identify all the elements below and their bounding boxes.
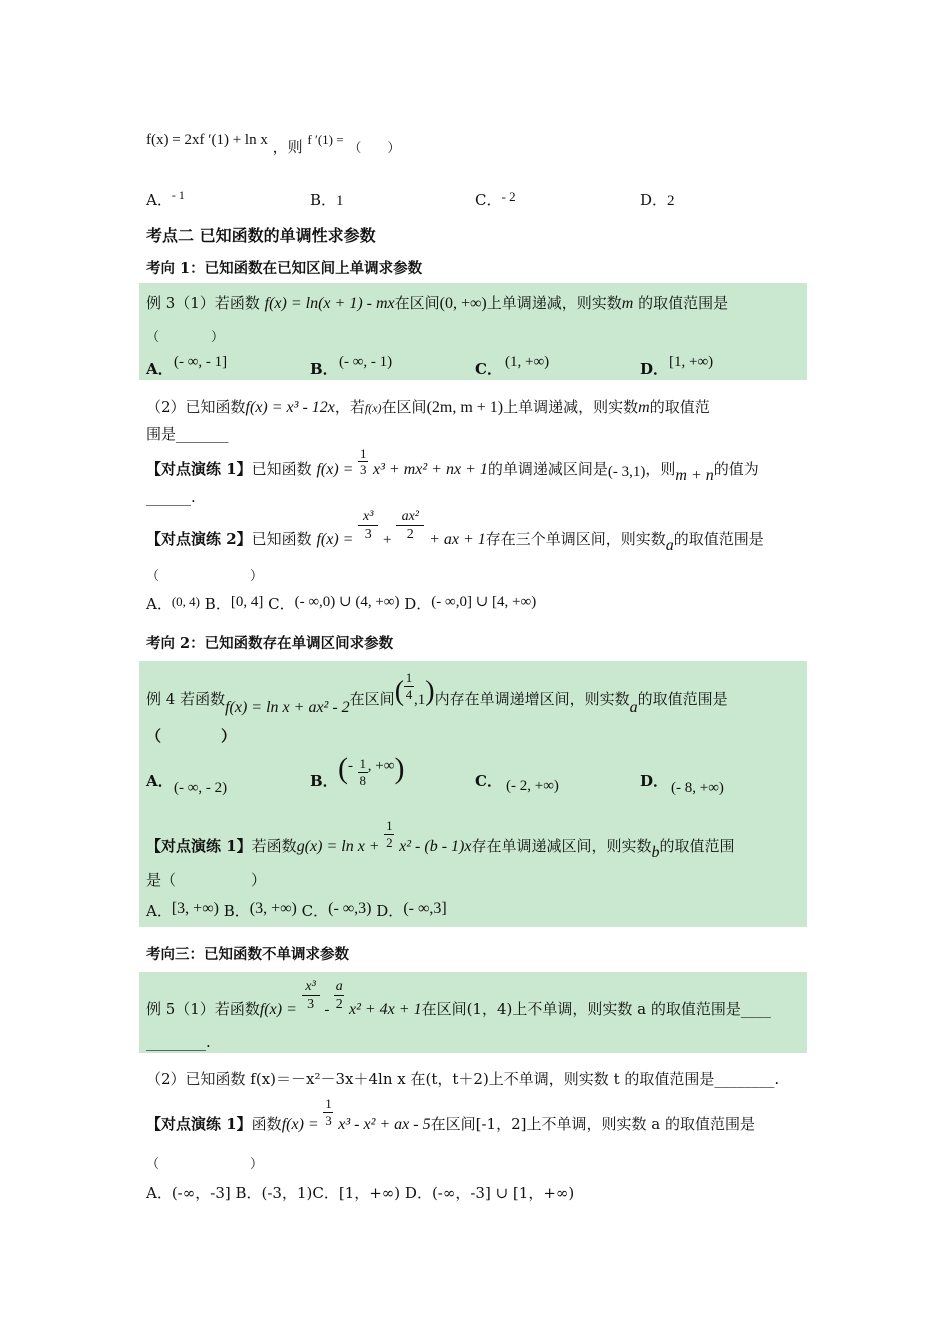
example-3-paren: （ ） xyxy=(146,330,225,345)
example-4-options xyxy=(146,752,786,802)
drill-4-line2: 是（ ） xyxy=(146,871,267,889)
ex4-option-c: (- 2, +∞) xyxy=(506,778,559,794)
ex4-option-c-label[interactable]: C． xyxy=(475,772,502,790)
option-a[interactable]: A．$^{- 1}$ xyxy=(146,188,185,209)
ex4-option-b: (- $\frac{1}{8}$ , +∞) xyxy=(338,752,405,788)
ex3-option-b: (- ∞, - 1) xyxy=(339,354,393,370)
ex4-option-a-label[interactable]: A． xyxy=(146,772,173,790)
drill-2-option-c[interactable]: C．(- ∞,0) ∪ (4, +∞) xyxy=(268,594,400,613)
example-4-fraction: $\frac{1}{4}$ xyxy=(405,669,413,702)
drill-2-fraction-2: $\frac{\text{ax²}}{2}$ xyxy=(396,508,424,543)
example-5-fraction-1: $\frac{\text{x³}}{3}$ xyxy=(302,978,320,1013)
drill-4-option-c[interactable]: C．(- ∞,3) xyxy=(301,900,372,920)
ex3-option-d: [1, +∞) xyxy=(669,354,714,370)
ex3-option-a: (- ∞, - 1] xyxy=(174,354,228,370)
drill-4-option-b[interactable]: B．(3, +∞) xyxy=(223,900,297,920)
direction-2-heading: 考向 2：已知函数存在单调区间求参数 xyxy=(146,635,394,652)
drill-4-option-a[interactable]: A．[3, +∞) xyxy=(146,900,219,920)
drill-4-options xyxy=(146,900,447,921)
example-3-stem: 例 3（1）若函数 f(x) = ln(x + 1) - mx在区间(0, +∞)上单调递减，则实数m 的取值范围是 xyxy=(146,294,729,312)
ex3-option-d-label[interactable]: D． xyxy=(640,360,669,378)
section-heading: 考点二 已知函数的单调性求参数 xyxy=(146,226,376,245)
drill-4-stem: 【对点演练 1】若函数g(x) = ln x + $\frac{1}{2}$ x² - (b - 1)x存在单调递减区间，则实数b的取值范围 xyxy=(146,818,735,861)
example-5-fraction-2: $\frac{a}{2}$ xyxy=(335,979,343,1012)
option-b[interactable]: B．1 xyxy=(310,191,344,209)
ex3-option-a-label[interactable]: A． xyxy=(146,360,173,378)
top-expr2: f ′(1) = xyxy=(307,132,344,147)
drill-2-fraction-1: $\frac{\text{x³}}{3}$ xyxy=(358,508,378,543)
drill-2-options xyxy=(146,593,536,614)
drill-5-paren: （ ） xyxy=(146,1157,264,1172)
example-5-stem: 例 5（1）若函数f(x) = $\frac{\text{x³}}{3}$ - $\frac{a}{2}$ x² + 4x + 1在区间(1，4)上不单调，则实数 a 的取值范围是____ xyxy=(146,979,771,1018)
example-5-line2: ________. xyxy=(146,1033,211,1051)
option-c[interactable]: C．- 2 xyxy=(475,189,516,209)
drill-2-stem: 【对点演练 2】已知函数 f(x) = $\frac{\text{x³}}{3}$ + $\frac{\text{ax²}}{2}$ + ax + 1存在三个单调区间，则实数a的取值范围是 xyxy=(146,509,764,554)
example-3b-line2: 围是_______ xyxy=(146,425,229,443)
ex4-option-a: (- ∞, - 2) xyxy=(174,780,228,796)
top-question xyxy=(146,128,401,156)
drill-2-option-b[interactable]: B．[0, 4] xyxy=(204,594,264,613)
drill-4-option-d[interactable]: D．(- ∞,3] xyxy=(376,900,447,920)
drill-2-option-a[interactable]: A．(0, 4) xyxy=(146,594,201,613)
direction-1-heading: 考向 1：已知函数在已知区间上单调求参数 xyxy=(146,260,423,277)
drill-5-options[interactable]: A．(-∞，-3] B．(-3，1)C．[1，+∞) D．(-∞，-3] ∪ [1，+∞) xyxy=(146,1184,575,1202)
example-3b-stem: （2）已知函数f(x) = x³ - 12x，若f(x)在区间(2m, m + 1)上单调递减，则实数m的取值范 xyxy=(146,398,710,416)
drill-5-fraction: $\frac{1}{3}$ xyxy=(325,1096,332,1128)
drill-5-stem: 【对点演练 1】函数f(x) = $\frac{1}{3}$ x³ - x² + ax - 5在区间[-1，2]上不单调，则实数 a 的取值范围是 xyxy=(146,1096,755,1133)
example-4-paren: （ ） xyxy=(146,727,237,745)
ex4-option-d-label[interactable]: D． xyxy=(640,772,669,790)
option-d[interactable]: D．2 xyxy=(640,191,675,209)
top-expr: f(x) = 2xf ′(1) + ln x xyxy=(146,132,268,148)
drill-2-paren: （ ） xyxy=(146,569,264,584)
example-5b-stem: （2）已知函数 f(x)＝－x²－3x＋4ln x 在(t，t＋2)上不单调，则实数 t 的取值范围是________. xyxy=(146,1070,780,1088)
drill-4-fraction: $\frac{1}{2}$ xyxy=(386,818,393,850)
ex3-option-b-label[interactable]: B． xyxy=(310,360,338,378)
ex3-option-c-label[interactable]: C． xyxy=(475,360,502,378)
top-paren: （ ） xyxy=(348,141,401,156)
ex4-option-b-label[interactable]: B． xyxy=(310,772,338,790)
top-then: ，则 xyxy=(272,138,303,156)
drill-1-fraction: $\frac{1}{3}$ xyxy=(360,446,367,477)
direction-3-heading: 考向三：已知函数不单调求参数 xyxy=(146,946,349,963)
drill-2-option-d[interactable]: D．(- ∞,0] ∪ [4, +∞) xyxy=(404,594,537,613)
drill-1-line2: ______. xyxy=(146,488,196,506)
example-4-stem: 例 4 若函数f(x) = ln x + ax² - 2在区间( $\frac{1}{4}$ ,1)内存在单调递增区间，则实数a的取值范围是 xyxy=(146,669,728,716)
ex4-option-d: (- 8, +∞) xyxy=(671,780,724,796)
drill-1-stem: 【对点演练 1】已知函数 f(x) = $\frac{1}{3}$ x³ + mx² + nx + 1的单调递减区间是(- 3,1)，则m + n的值为 xyxy=(146,446,759,484)
ex3-option-c: (1, +∞) xyxy=(505,354,550,370)
